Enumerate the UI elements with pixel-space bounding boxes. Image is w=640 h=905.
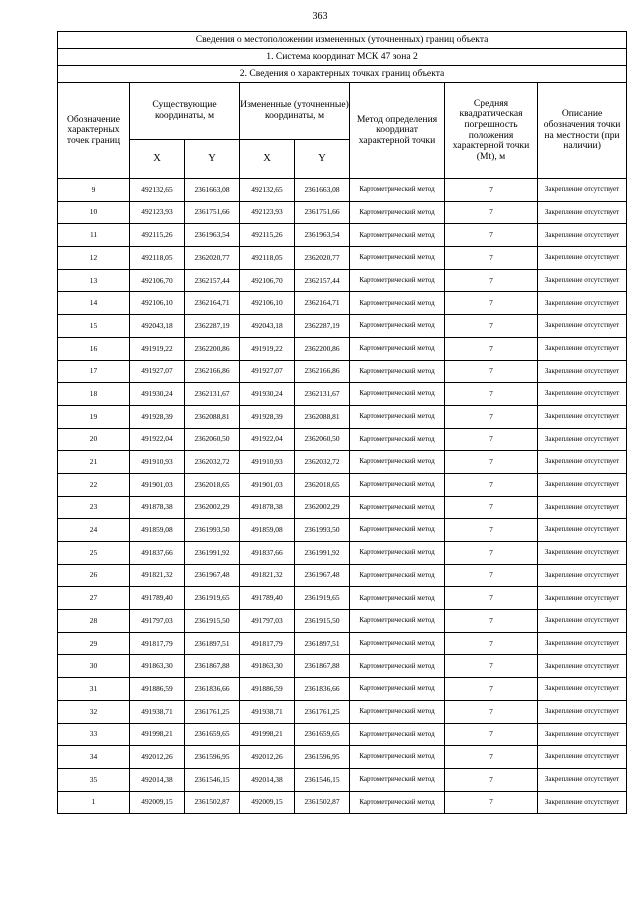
table-row (58, 655, 627, 678)
cell-existing-x: 492106,70 (130, 269, 185, 292)
cell-existing-y: 2361546,15 (185, 768, 240, 791)
cell-existing-y: 2361897,51 (185, 632, 240, 655)
cell-description: Закрепление отсутствует (538, 292, 627, 315)
cell-existing-x: 491998,21 (130, 723, 185, 746)
cell-description: Закрепление отсутствует (538, 700, 627, 723)
cell-point-id: 15 (58, 315, 130, 338)
cell-point-id: 32 (58, 700, 130, 723)
cell-method: Картометрический метод (350, 179, 445, 202)
cell-point-id: 35 (58, 768, 130, 791)
cell-method: Картометрический метод (350, 746, 445, 769)
cell-description: Закрепление отсутствует (538, 496, 627, 519)
cell-existing-x: 492043,18 (130, 315, 185, 338)
cell-existing-y: 2361993,50 (185, 519, 240, 542)
table-row (58, 360, 627, 383)
cell-description: Закрепление отсутствует (538, 678, 627, 701)
cell-changed-x: 492115,26 (240, 224, 295, 247)
cell-precision: 7 (445, 678, 538, 701)
table-row (58, 451, 627, 474)
cell-description: Закрепление отсутствует (538, 587, 627, 610)
cell-existing-y: 2362002,29 (185, 496, 240, 519)
cell-point-id: 22 (58, 473, 130, 496)
cell-existing-y: 2361659,65 (185, 723, 240, 746)
cell-description: Закрепление отсутствует (538, 315, 627, 338)
cell-method: Картометрический метод (350, 224, 445, 247)
cell-existing-y: 2362088,81 (185, 405, 240, 428)
cell-existing-x: 492014,38 (130, 768, 185, 791)
table-row (58, 587, 627, 610)
cell-changed-y: 2362060,50 (295, 428, 350, 451)
cell-changed-x: 492009,15 (240, 791, 295, 814)
cell-changed-x: 492106,10 (240, 292, 295, 315)
cell-existing-y: 2361836,66 (185, 678, 240, 701)
cell-method: Картометрический метод (350, 405, 445, 428)
cell-point-id: 24 (58, 519, 130, 542)
cell-method: Картометрический метод (350, 564, 445, 587)
cell-changed-y: 2362018,65 (295, 473, 350, 496)
cell-method: Картометрический метод (350, 519, 445, 542)
cell-existing-x: 492118,05 (130, 247, 185, 270)
cell-changed-x: 491797,03 (240, 610, 295, 633)
cell-changed-x: 491821,32 (240, 564, 295, 587)
cell-changed-x: 492118,05 (240, 247, 295, 270)
cell-method: Картометрический метод (350, 315, 445, 338)
cell-existing-y: 2361596,95 (185, 746, 240, 769)
cell-precision: 7 (445, 337, 538, 360)
cell-changed-y: 2361963,54 (295, 224, 350, 247)
cell-method: Картометрический метод (350, 542, 445, 565)
cell-description: Закрепление отсутствует (538, 632, 627, 655)
cell-method: Картометрический метод (350, 428, 445, 451)
cell-method: Картометрический метод (350, 292, 445, 315)
cell-changed-x: 491817,79 (240, 632, 295, 655)
cell-existing-y: 2362032,72 (185, 451, 240, 474)
cell-precision: 7 (445, 700, 538, 723)
header-designation: Обозначение характерных точек границ (58, 83, 130, 179)
table-row (58, 383, 627, 406)
cell-changed-y: 2361502,87 (295, 791, 350, 814)
cell-point-id: 33 (58, 723, 130, 746)
table-row (58, 201, 627, 224)
cell-changed-x: 491910,93 (240, 451, 295, 474)
cell-precision: 7 (445, 405, 538, 428)
cell-precision: 7 (445, 723, 538, 746)
cell-precision: 7 (445, 383, 538, 406)
cell-point-id: 27 (58, 587, 130, 610)
cell-changed-y: 2361659,65 (295, 723, 350, 746)
cell-existing-x: 491922,04 (130, 428, 185, 451)
cell-changed-x: 492043,18 (240, 315, 295, 338)
cell-changed-x: 492123,93 (240, 201, 295, 224)
cell-changed-y: 2362287,19 (295, 315, 350, 338)
table-row (58, 678, 627, 701)
table-row (58, 224, 627, 247)
cell-precision: 7 (445, 473, 538, 496)
cell-precision: 7 (445, 451, 538, 474)
cell-changed-y: 2361967,48 (295, 564, 350, 587)
cell-existing-x: 491863,30 (130, 655, 185, 678)
cell-precision: 7 (445, 428, 538, 451)
table-row (58, 337, 627, 360)
cell-existing-y: 2362131,67 (185, 383, 240, 406)
cell-precision: 7 (445, 655, 538, 678)
cell-description: Закрепление отсутствует (538, 542, 627, 565)
cell-point-id: 10 (58, 201, 130, 224)
cell-description: Закрепление отсутствует (538, 473, 627, 496)
cell-existing-x: 491837,66 (130, 542, 185, 565)
cell-changed-y: 2361761,25 (295, 700, 350, 723)
cell-existing-y: 2362020,77 (185, 247, 240, 270)
cell-description: Закрепление отсутствует (538, 247, 627, 270)
table-title: Сведения о местоположении измененных (уточненных) границ объекта (58, 32, 627, 49)
cell-existing-x: 491817,79 (130, 632, 185, 655)
coordinates-table (57, 31, 627, 814)
cell-precision: 7 (445, 791, 538, 814)
cell-existing-x: 492123,93 (130, 201, 185, 224)
cell-precision: 7 (445, 542, 538, 565)
cell-method: Картометрический метод (350, 678, 445, 701)
cell-description: Закрепление отсутствует (538, 383, 627, 406)
cell-point-id: 11 (58, 224, 130, 247)
table-row (58, 542, 627, 565)
cell-changed-x: 491878,38 (240, 496, 295, 519)
cell-point-id: 29 (58, 632, 130, 655)
cell-existing-x: 491901,03 (130, 473, 185, 496)
cell-existing-y: 2361963,54 (185, 224, 240, 247)
table-row (58, 496, 627, 519)
cell-changed-y: 2362164,71 (295, 292, 350, 315)
table-row (58, 428, 627, 451)
cell-method: Картометрический метод (350, 700, 445, 723)
cell-changed-y: 2361993,50 (295, 519, 350, 542)
header-precision: Средняя квадратическая погрешность положения характерной точки (Mt), м (445, 83, 538, 179)
cell-precision: 7 (445, 496, 538, 519)
cell-description: Закрепление отсутствует (538, 519, 627, 542)
cell-existing-y: 2361761,25 (185, 700, 240, 723)
cell-method: Картометрический метод (350, 655, 445, 678)
cell-existing-y: 2362060,50 (185, 428, 240, 451)
cell-description: Закрепление отсутствует (538, 746, 627, 769)
table-row (58, 700, 627, 723)
cell-method: Картометрический метод (350, 337, 445, 360)
cell-point-id: 23 (58, 496, 130, 519)
cell-changed-y: 2361915,50 (295, 610, 350, 633)
cell-method: Картометрический метод (350, 723, 445, 746)
cell-method: Картометрический метод (350, 360, 445, 383)
cell-existing-y: 2362157,44 (185, 269, 240, 292)
cell-changed-x: 491930,24 (240, 383, 295, 406)
table-row (58, 610, 627, 633)
table-row (58, 564, 627, 587)
cell-point-id: 25 (58, 542, 130, 565)
cell-changed-x: 491927,07 (240, 360, 295, 383)
cell-point-id: 17 (58, 360, 130, 383)
cell-existing-x: 491797,03 (130, 610, 185, 633)
cell-changed-x: 492012,26 (240, 746, 295, 769)
cell-changed-x: 491998,21 (240, 723, 295, 746)
cell-changed-y: 2362020,77 (295, 247, 350, 270)
cell-point-id: 1 (58, 791, 130, 814)
cell-changed-x: 491928,39 (240, 405, 295, 428)
cell-point-id: 31 (58, 678, 130, 701)
cell-changed-x: 492014,38 (240, 768, 295, 791)
cell-changed-y: 2362131,67 (295, 383, 350, 406)
cell-precision: 7 (445, 587, 538, 610)
table-row (58, 723, 627, 746)
cell-description: Закрепление отсутствует (538, 360, 627, 383)
cell-existing-x: 492132,65 (130, 179, 185, 202)
cell-description: Закрепление отсутствует (538, 723, 627, 746)
cell-description: Закрепление отсутствует (538, 564, 627, 587)
cell-existing-x: 491859,08 (130, 519, 185, 542)
cell-description: Закрепление отсутствует (538, 269, 627, 292)
table-row (58, 746, 627, 769)
cell-existing-y: 2361502,87 (185, 791, 240, 814)
cell-precision: 7 (445, 315, 538, 338)
cell-changed-y: 2361663,08 (295, 179, 350, 202)
table-row (58, 473, 627, 496)
cell-changed-y: 2361751,66 (295, 201, 350, 224)
cell-existing-y: 2361919,65 (185, 587, 240, 610)
cell-method: Картометрический метод (350, 473, 445, 496)
cell-existing-x: 492115,26 (130, 224, 185, 247)
page-number: 363 (312, 11, 328, 22)
cell-existing-y: 2362164,71 (185, 292, 240, 315)
cell-point-id: 28 (58, 610, 130, 633)
cell-changed-y: 2361897,51 (295, 632, 350, 655)
cell-precision: 7 (445, 179, 538, 202)
table-row (58, 405, 627, 428)
cell-changed-x: 491922,04 (240, 428, 295, 451)
cell-existing-x: 491919,22 (130, 337, 185, 360)
cell-description: Закрепление отсутствует (538, 655, 627, 678)
cell-point-id: 14 (58, 292, 130, 315)
cell-precision: 7 (445, 564, 538, 587)
cell-point-id: 18 (58, 383, 130, 406)
cell-precision: 7 (445, 292, 538, 315)
cell-changed-x: 491886,59 (240, 678, 295, 701)
cell-changed-y: 2361991,92 (295, 542, 350, 565)
cell-changed-x: 491789,40 (240, 587, 295, 610)
cell-description: Закрепление отсутствует (538, 428, 627, 451)
cell-existing-y: 2361991,92 (185, 542, 240, 565)
cell-precision: 7 (445, 269, 538, 292)
cell-precision: 7 (445, 746, 538, 769)
table-row (58, 315, 627, 338)
header-existing-y: Y (185, 140, 240, 179)
cell-changed-y: 2362166,86 (295, 360, 350, 383)
cell-method: Картометрический метод (350, 383, 445, 406)
header-description: Описание обозначения точки на местности (при наличии) (538, 83, 627, 179)
cell-description: Закрепление отсутствует (538, 791, 627, 814)
table-row (58, 269, 627, 292)
cell-description: Закрепление отсутствует (538, 610, 627, 633)
cell-changed-y: 2361546,15 (295, 768, 350, 791)
cell-description: Закрепление отсутствует (538, 768, 627, 791)
cell-precision: 7 (445, 632, 538, 655)
cell-method: Картометрический метод (350, 247, 445, 270)
section-title: 2. Сведения о характерных точках границ объекта (58, 66, 627, 83)
cell-changed-y: 2361836,66 (295, 678, 350, 701)
cell-existing-y: 2362200,86 (185, 337, 240, 360)
cell-changed-y: 2362032,72 (295, 451, 350, 474)
header-changed: Измененные (уточненные) координаты, м (240, 83, 350, 140)
cell-existing-x: 492009,15 (130, 791, 185, 814)
cell-point-id: 30 (58, 655, 130, 678)
cell-precision: 7 (445, 768, 538, 791)
cell-existing-x: 491938,71 (130, 700, 185, 723)
cell-point-id: 34 (58, 746, 130, 769)
cell-description: Закрепление отсутствует (538, 337, 627, 360)
cell-existing-x: 491928,39 (130, 405, 185, 428)
cell-changed-x: 491837,66 (240, 542, 295, 565)
cell-point-id: 9 (58, 179, 130, 202)
header-changed-x: X (240, 140, 295, 179)
cell-existing-y: 2362287,19 (185, 315, 240, 338)
cell-point-id: 26 (58, 564, 130, 587)
cell-existing-x: 491821,32 (130, 564, 185, 587)
cell-changed-x: 491863,30 (240, 655, 295, 678)
cell-changed-x: 491859,08 (240, 519, 295, 542)
cell-changed-y: 2361596,95 (295, 746, 350, 769)
cell-changed-y: 2362088,81 (295, 405, 350, 428)
cell-method: Картометрический метод (350, 269, 445, 292)
cell-method: Картометрический метод (350, 632, 445, 655)
cell-existing-x: 492106,10 (130, 292, 185, 315)
cell-method: Картометрический метод (350, 791, 445, 814)
cell-existing-x: 491927,07 (130, 360, 185, 383)
cell-existing-x: 491930,24 (130, 383, 185, 406)
cell-existing-x: 491886,59 (130, 678, 185, 701)
cell-point-id: 19 (58, 405, 130, 428)
header-method: Метод определения координат характерной точки (350, 83, 445, 179)
cell-method: Картометрический метод (350, 768, 445, 791)
cell-existing-y: 2361663,08 (185, 179, 240, 202)
cell-method: Картометрический метод (350, 587, 445, 610)
cell-description: Закрепление отсутствует (538, 179, 627, 202)
cell-existing-y: 2361751,66 (185, 201, 240, 224)
cell-existing-x: 492012,26 (130, 746, 185, 769)
cell-existing-y: 2361867,88 (185, 655, 240, 678)
cell-existing-y: 2362018,65 (185, 473, 240, 496)
cell-method: Картометрический метод (350, 201, 445, 224)
header-existing-x: X (130, 140, 185, 179)
header-changed-y: Y (295, 140, 350, 179)
cell-changed-y: 2361919,65 (295, 587, 350, 610)
cell-method: Картометрический метод (350, 451, 445, 474)
cell-point-id: 21 (58, 451, 130, 474)
cell-changed-x: 492132,65 (240, 179, 295, 202)
cell-precision: 7 (445, 610, 538, 633)
cell-changed-y: 2362157,44 (295, 269, 350, 292)
cell-existing-x: 491910,93 (130, 451, 185, 474)
cell-changed-x: 491901,03 (240, 473, 295, 496)
table-row (58, 768, 627, 791)
cell-description: Закрепление отсутствует (538, 224, 627, 247)
header-existing: Существующие координаты, м (130, 83, 240, 140)
coordinate-system-title: 1. Система координат МСК 47 зона 2 (58, 49, 627, 66)
cell-precision: 7 (445, 519, 538, 542)
cell-point-id: 13 (58, 269, 130, 292)
cell-changed-x: 492106,70 (240, 269, 295, 292)
cell-precision: 7 (445, 201, 538, 224)
cell-method: Картометрический метод (350, 610, 445, 633)
cell-existing-y: 2361915,50 (185, 610, 240, 633)
cell-point-id: 16 (58, 337, 130, 360)
cell-changed-x: 491938,71 (240, 700, 295, 723)
cell-precision: 7 (445, 360, 538, 383)
cell-point-id: 12 (58, 247, 130, 270)
cell-changed-y: 2362200,86 (295, 337, 350, 360)
cell-existing-y: 2361967,48 (185, 564, 240, 587)
cell-changed-y: 2361867,88 (295, 655, 350, 678)
cell-method: Картометрический метод (350, 496, 445, 519)
table-row (58, 632, 627, 655)
cell-point-id: 20 (58, 428, 130, 451)
cell-existing-x: 491789,40 (130, 587, 185, 610)
cell-changed-y: 2362002,29 (295, 496, 350, 519)
cell-changed-x: 491919,22 (240, 337, 295, 360)
table-row (58, 519, 627, 542)
cell-existing-x: 491878,38 (130, 496, 185, 519)
cell-description: Закрепление отсутствует (538, 405, 627, 428)
cell-description: Закрепление отсутствует (538, 451, 627, 474)
table-row (58, 179, 627, 202)
cell-description: Закрепление отсутствует (538, 201, 627, 224)
table-row (58, 292, 627, 315)
table-row (58, 791, 627, 814)
cell-precision: 7 (445, 224, 538, 247)
cell-existing-y: 2362166,86 (185, 360, 240, 383)
table-row (58, 247, 627, 270)
cell-precision: 7 (445, 247, 538, 270)
